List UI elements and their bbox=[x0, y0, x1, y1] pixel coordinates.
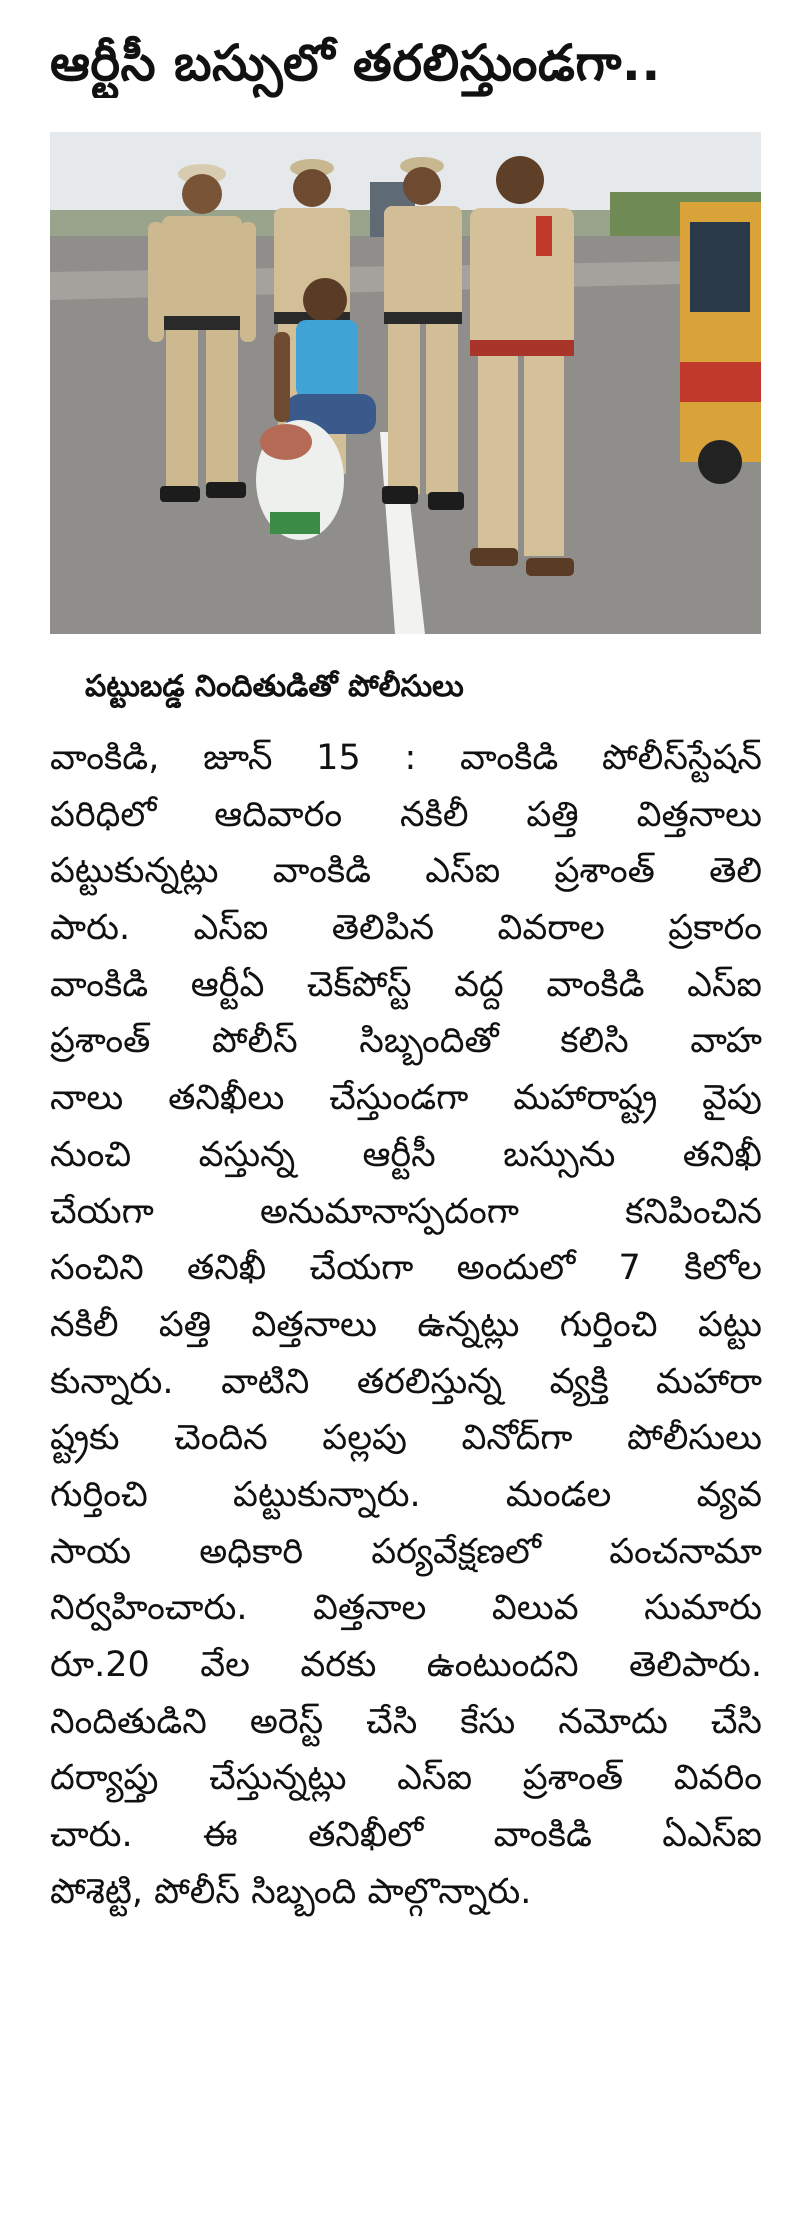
photo-caption: పట్టుబడ్డ నిందితుడితో పోలీసులు bbox=[85, 669, 464, 704]
body-line: గుర్తించి పట్టుకున్నారు. మండల వ్యవ bbox=[50, 1474, 762, 1515]
news-photo bbox=[50, 132, 761, 634]
article-headline: ఆర్టీసీ బస్సులో తరలిస్తుండగా.. bbox=[50, 34, 661, 92]
body-line: చేయగా అనుమానాస్పదంగా కనిపించిన bbox=[50, 1191, 762, 1232]
body-line: నిందితుడిని అరెస్ట్ చేసి కేసు నమోదు చేసి bbox=[50, 1701, 762, 1742]
body-line: వాంకిడి, జూన్ 15 : వాంకిడి పోలీస్‌స్టేషన్ bbox=[50, 738, 762, 778]
body-line: దర్యాప్తు చేస్తున్నట్లు ఎస్‌ఐ ప్రశాంత్ వివరిం bbox=[50, 1758, 762, 1799]
body-line: ష్ట్రకు చెందిన పల్లపు వినోద్‌గా పోలీసులు bbox=[50, 1418, 762, 1459]
body-line: ప్రశాంత్ పోలీస్ సిబ్బందితో కలిసి వాహ bbox=[50, 1021, 762, 1062]
body-line: నాలు తనిఖీలు చేస్తుండగా మహారాష్ట్ర వైపు bbox=[50, 1078, 762, 1119]
body-line: నిర్వహించారు. విత్తనాల విలువ సుమారు bbox=[50, 1588, 762, 1629]
body-line: చారు. ఈ తనిఖీలో వాంకిడి ఏఎస్‌ఐ bbox=[50, 1815, 762, 1856]
body-line: కున్నారు. వాటిని తరలిస్తున్న వ్యక్తి మహారా bbox=[50, 1361, 762, 1402]
body-line: పారు. ఎస్‌ఐ తెలిపిన వివరాల ప్రకారం bbox=[50, 908, 762, 949]
body-line: పోశెట్టి, పోలీస్ సిబ్బంది పాల్గొన్నారు. bbox=[50, 1871, 532, 1912]
photo-police-with-accused-icon bbox=[50, 132, 761, 634]
body-line: పట్టుకున్నట్లు వాంకిడి ఎస్‌ఐ ప్రశాంత్ తెలి bbox=[50, 851, 762, 892]
body-line: నకిలీ పత్తి విత్తనాలు ఉన్నట్లు గుర్తించి పట్టు bbox=[50, 1304, 762, 1345]
body-line: సాయ అధికారి పర్యవేక్షణలో పంచనామా bbox=[50, 1531, 762, 1572]
body-line: నుంచి వస్తున్న ఆర్టీసీ బస్సును తనిఖీ bbox=[50, 1134, 762, 1175]
body-line: సంచిని తనిఖీ చేయగా అందులో 7 కిలోల bbox=[50, 1248, 762, 1289]
body-line: పరిధిలో ఆదివారం నకిలీ పత్తి విత్తనాలు bbox=[50, 794, 762, 835]
seed-bag-icon bbox=[256, 420, 344, 540]
article-body bbox=[50, 730, 762, 1920]
body-line: వాంకిడి ఆర్టీఏ చెక్‌పోస్ట్ వద్ద వాంకిడి ఎస్‌ఐ bbox=[50, 964, 762, 1005]
body-line: రూ.20 వేల వరకు ఉంటుందని తెలిపారు. bbox=[50, 1645, 762, 1685]
